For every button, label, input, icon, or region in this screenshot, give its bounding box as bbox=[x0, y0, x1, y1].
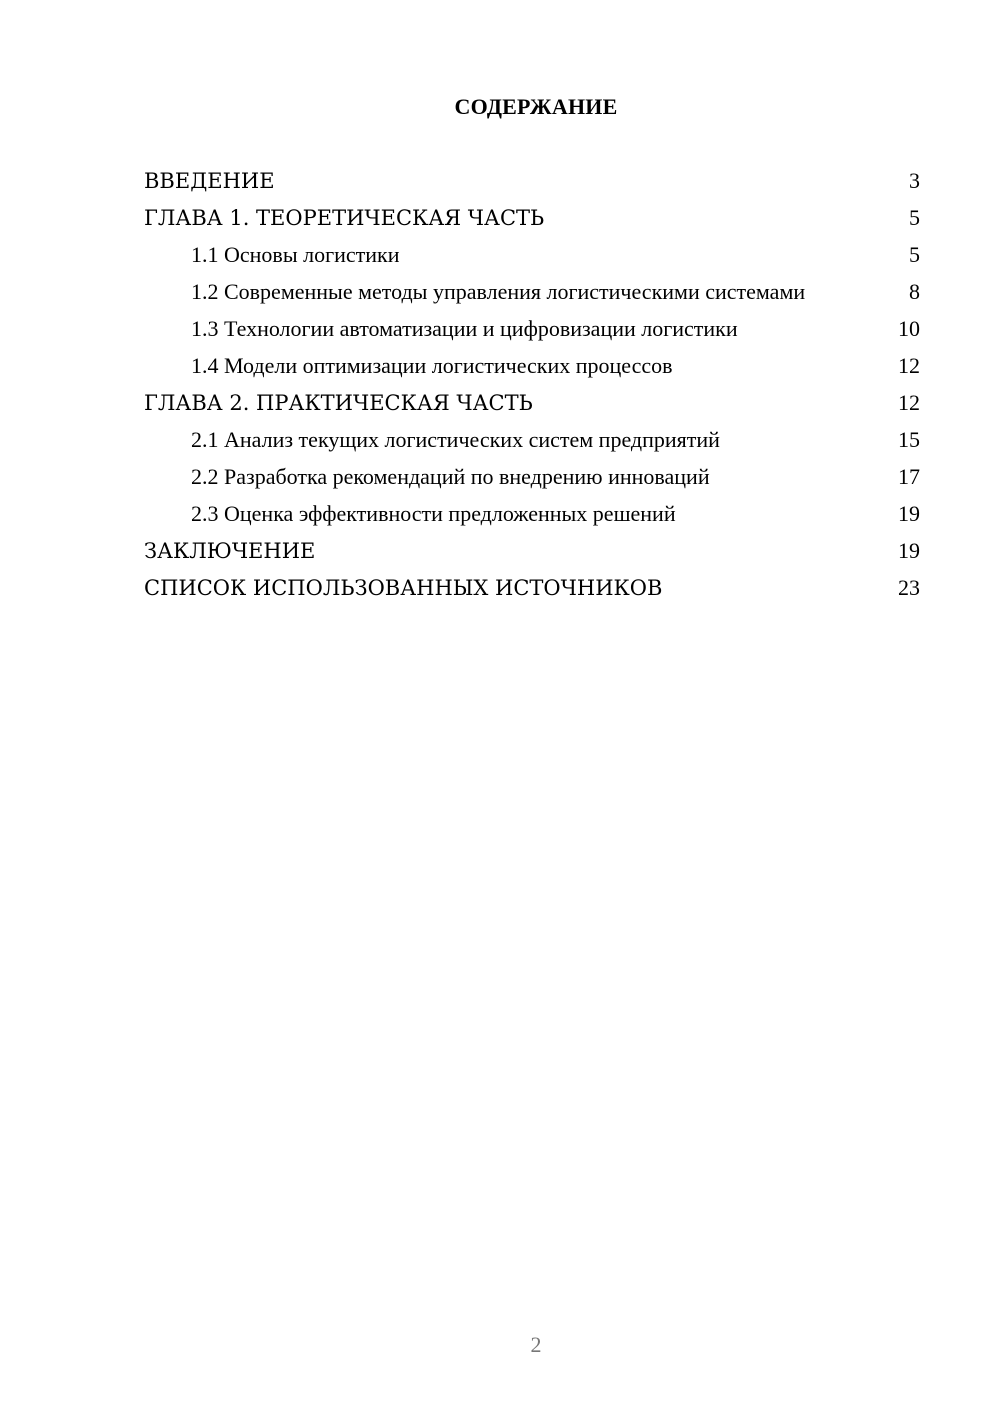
toc-entry-page: 15 bbox=[898, 427, 920, 452]
toc-entry-section-2-3[interactable] bbox=[144, 501, 920, 527]
toc-entry-introduction[interactable] bbox=[144, 168, 920, 194]
toc-entry-page: 10 bbox=[898, 316, 920, 341]
toc-entry-label: 1.3 Технологии автоматизации и цифровизации логистики bbox=[191, 316, 738, 341]
toc-entry-section-1-1[interactable] bbox=[144, 242, 920, 268]
toc-entry-section-2-1[interactable] bbox=[144, 427, 920, 453]
toc-entry-section-1-2[interactable] bbox=[144, 279, 920, 305]
toc-entry-page: 5 bbox=[909, 205, 920, 230]
toc-entry-label: 2.1 Анализ текущих логистических систем предприятий bbox=[191, 427, 720, 452]
toc-entry-page: 8 bbox=[909, 279, 920, 304]
toc-entry-page: 12 bbox=[898, 353, 920, 378]
toc-entry-page: 3 bbox=[909, 168, 920, 193]
toc-entry-label: СПИСОК ИСПОЛЬЗОВАННЫХ ИСТОЧНИКОВ bbox=[144, 576, 663, 600]
page-number: 2 bbox=[530, 1332, 542, 1357]
toc-entry-chapter-2[interactable] bbox=[144, 390, 920, 416]
toc-entry-page: 19 bbox=[898, 538, 920, 563]
toc-entry-page: 23 bbox=[898, 575, 920, 600]
table-of-contents bbox=[144, 168, 920, 612]
toc-entry-label: ГЛАВА 2. ПРАКТИЧЕСКАЯ ЧАСТЬ bbox=[144, 391, 533, 415]
toc-entry-conclusion[interactable] bbox=[144, 538, 920, 564]
toc-entry-label: 1.1 Основы логистики bbox=[191, 242, 400, 267]
toc-entry-section-1-4[interactable] bbox=[144, 353, 920, 379]
toc-entry-page: 5 bbox=[909, 242, 920, 267]
toc-entry-page: 19 bbox=[898, 501, 920, 526]
toc-entry-label: ГЛАВА 1. ТЕОРЕТИЧЕСКАЯ ЧАСТЬ bbox=[144, 206, 545, 230]
toc-entry-label: 1.4 Модели оптимизации логистических процессов bbox=[191, 353, 673, 378]
toc-entry-label: 2.3 Оценка эффективности предложенных решений bbox=[191, 501, 676, 526]
toc-entry-label: 1.2 Современные методы управления логистическими системами bbox=[191, 279, 806, 304]
page-title: СОДЕРЖАНИЕ bbox=[454, 94, 618, 119]
toc-entry-section-1-3[interactable] bbox=[144, 316, 920, 342]
toc-entry-page: 17 bbox=[898, 464, 920, 489]
toc-entry-label: ЗАКЛЮЧЕНИЕ bbox=[144, 539, 316, 563]
toc-entry-page: 12 bbox=[898, 390, 920, 415]
toc-entry-references[interactable] bbox=[144, 575, 920, 601]
toc-entry-label: 2.2 Разработка рекомендаций по внедрению инноваций bbox=[191, 464, 710, 489]
toc-entry-section-2-2[interactable] bbox=[144, 464, 920, 490]
toc-entry-chapter-1[interactable] bbox=[144, 205, 920, 231]
toc-entry-label: ВВЕДЕНИЕ bbox=[144, 169, 275, 193]
